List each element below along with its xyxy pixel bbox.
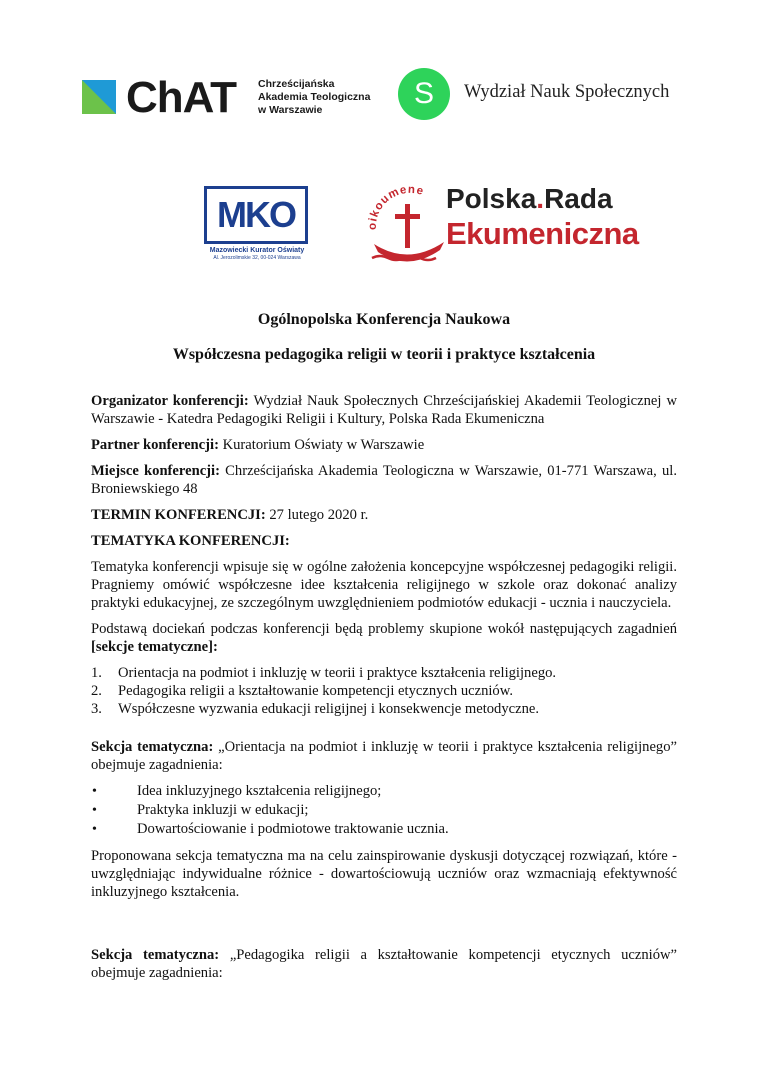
list-item xyxy=(91,820,677,839)
partner-label: Partner konferencji: xyxy=(91,437,219,453)
section1-text: „Orientacja na podmiot i inkluzję w teorii i praktyce kształcenia religijnego” obejmuje zagadnienia: xyxy=(91,739,677,773)
document-body xyxy=(91,392,677,909)
pre-word-polska: Polska xyxy=(446,183,537,214)
basis-paragraph xyxy=(91,620,677,656)
list-item-text: Idea inkluzyjnego kształcenia religijnego; xyxy=(137,783,382,799)
intro-paragraph: Tematyka konferencji wpisuje się w ogólne założenia koncepcyjne współczesnej pedagogiki religii. Pragniemy omówić współczesne idee kształcenia religijnego w szkole oraz dokonać analizy praktyki edukacyjnej, ze szczególnym uwzględnieniem podmiotów edukacji - ucznia i nauczyciela. xyxy=(91,559,677,611)
list-item xyxy=(91,782,677,801)
place-label: Miejsce konferencji: xyxy=(91,463,220,479)
chat-wordmark: ChAT xyxy=(126,73,237,122)
organizer-paragraph xyxy=(91,392,677,428)
date-paragraph xyxy=(91,506,677,524)
section2 xyxy=(91,946,677,982)
wns-logo xyxy=(398,68,698,124)
bullet-icon: • xyxy=(92,822,97,837)
date-label: TERMIN KONFERENCJI: xyxy=(91,507,266,523)
list-item-text: Dowartościowanie i podmiotowe traktowanie ucznia. xyxy=(137,821,449,837)
section2-intro-paragraph xyxy=(91,946,677,982)
oikoumene-boat-icon xyxy=(366,180,450,268)
topics-heading: TEMATYKA KONFERENCJI: xyxy=(91,533,290,549)
pre-dot: . xyxy=(536,183,545,214)
chat-subtitle-line2: Akademia Teologiczna xyxy=(258,91,371,103)
pre-name xyxy=(446,182,639,252)
basis-text: Podstawą dociekań podczas konferencji będą problemy skupione wokół następujących zagadnień xyxy=(91,621,677,637)
chat-subtitle xyxy=(258,78,388,117)
list-item xyxy=(91,801,677,820)
section1-intro-paragraph xyxy=(91,738,677,774)
list-item-text: Orientacja na podmiot i inkluzję w teorii i praktyce kształcenia religijnego. xyxy=(118,665,557,681)
pre-name-line2: Ekumeniczna xyxy=(446,216,639,251)
conference-title: Ogólnopolska Konferencja Naukowa xyxy=(257,311,511,328)
bullet-icon: • xyxy=(92,784,97,799)
chat-logo xyxy=(82,70,382,126)
section1-label: Sekcja tematyczna: xyxy=(91,739,214,755)
chat-square-icon xyxy=(82,80,116,114)
section1-bullet-list xyxy=(91,782,677,839)
list-item-text: Pedagogika religii a kształtowanie kompetencji etycznych uczniów. xyxy=(118,683,513,699)
list-item-number: 1. xyxy=(91,665,102,681)
mko-caption-line2: Al. Jerozolimskie 32, 00-024 Warszawa xyxy=(213,255,301,261)
chat-subtitle-line3: w Warszawie xyxy=(258,104,323,116)
list-item-text: Współczesne wyzwania edukacji religijnej i konsekwencje metodyczne. xyxy=(118,701,540,717)
pre-logo xyxy=(366,180,646,270)
organizer-value: Wydział Nauk Społecznych Chrześcijańskiej Akademii Teologicznej w Warszawie - Katedra Pedagogiki Religii i Kultury, Polska Rada Ekumeniczna xyxy=(91,393,677,427)
svg-text:oikoumene xyxy=(367,184,426,230)
section2-text: „Pedagogika religii a kształtowanie kompetencji etycznych uczniów” obejmuje zagadnienia: xyxy=(91,947,678,981)
mko-caption xyxy=(198,246,316,262)
conference-subtitle: Współczesna pedagogika religii w teorii i praktyce kształcenia xyxy=(172,346,596,363)
oikoumene-arc-text: oikoumene xyxy=(366,183,426,231)
pre-word-rada: Rada xyxy=(544,183,613,214)
wns-circle-icon: S xyxy=(398,68,450,120)
place-paragraph xyxy=(91,462,677,498)
list-item xyxy=(91,682,677,700)
basis-bold: [sekcje tematyczne]: xyxy=(91,639,218,655)
list-item-number: 3. xyxy=(91,701,102,717)
partner-value: Kuratorium Oświaty w Warszawie xyxy=(218,437,425,453)
list-item xyxy=(91,700,677,718)
section2-label: Sekcja tematyczna: xyxy=(91,947,220,963)
organizer-label: Organizator konferencji: xyxy=(91,393,249,409)
date-value: 27 lutego 2020 r. xyxy=(265,507,369,523)
mko-mark: MKO xyxy=(217,194,295,235)
section1-summary-paragraph: Proponowana sekcja tematyczna ma na celu zainspirowanie dyskusji dotyczącej rozwiązań, które - uwzględniając indywidualne różnice - dowartościowują uczniów oraz wzmacniają efektywność inkluzyjnego kształcenia. xyxy=(91,848,677,900)
bullet-icon: • xyxy=(92,803,97,818)
place-value: Chrześcijańska Akademia Teologiczna w Warszawie, 01-771 Warszawa, ul. Broniewskiego 48 xyxy=(91,463,677,497)
topics-list xyxy=(91,664,677,718)
list-item xyxy=(91,664,677,682)
mko-box xyxy=(204,186,308,244)
list-item-number: 2. xyxy=(91,683,102,699)
mko-logo xyxy=(198,186,316,264)
list-item-text: Praktyka inkluzji w edukacji; xyxy=(137,802,309,818)
topics-heading-paragraph xyxy=(91,532,677,550)
partner-paragraph xyxy=(91,436,677,454)
wns-name: Wydział Nauk Społecznych xyxy=(464,82,670,102)
mko-caption-line1: Mazowiecki Kurator Oświaty xyxy=(209,247,305,254)
pre-name-line1 xyxy=(446,182,639,216)
chat-subtitle-line1: Chrześcijańska xyxy=(258,78,335,90)
